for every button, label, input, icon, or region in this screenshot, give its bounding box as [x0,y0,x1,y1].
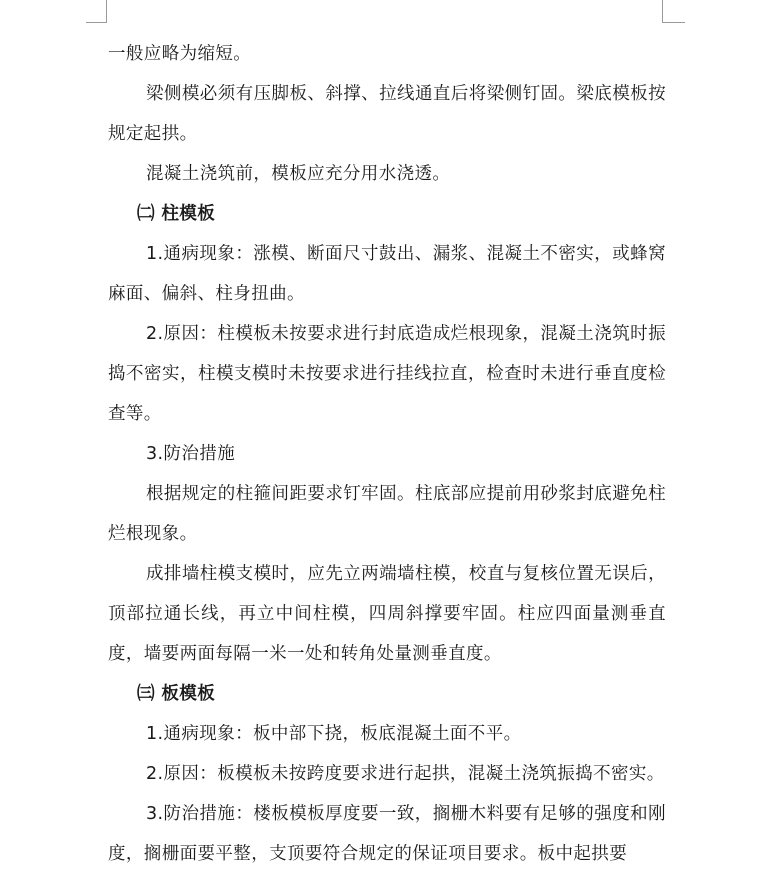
paragraph: 根据规定的柱箍间距要求钉牢固。柱底部应提前用砂浆封底避免柱烂根现象。 [108,484,666,544]
section-heading-column-formwork: ㈡ 柱模板 [137,204,216,224]
paragraph: 混凝土浇筑前，模板应充分用水浇透。 [146,164,451,184]
document-body[interactable] [108,34,666,874]
paragraph: 3.防治措施：楼板模板厚度要一致，搁栅木料要有足够的强度和刚度，搁栅面要平整，支顶要符合规定的保证项目要求。板中起拱要 [108,804,666,864]
paragraph: 3.防治措施 [146,444,236,464]
paragraph: 成排墙柱模支模时，应先立两端墙柱模，校直与复核位置无误后，顶部拉通长线，再立中间柱模，四周斜撑要牢固。柱应四面量测垂直度，墙要两面每隔一米一处和转角处量测垂直度。 [108,564,666,664]
paragraph: 2.原因：板模板未按跨度要求进行起拱，混凝土浇筑振捣不密实。 [146,764,665,784]
section-heading-slab-formwork: ㈢ 板模板 [137,684,216,704]
paragraph: 1.通病现象：涨模、断面尺寸鼓出、漏浆、混凝土不密实，或蜂窝麻面、偏斜、柱身扭曲。 [108,244,666,304]
paragraph: 一般应略为缩短。 [108,44,252,64]
paragraph: 梁侧模必须有压脚板、斜撑、拉线通直后将梁侧钉固。梁底模板按规定起拱。 [108,84,666,144]
crop-mark-top-left [86,0,107,23]
crop-mark-top-right [662,0,685,23]
paragraph: 1.通病现象：板中部下挠，板底混凝土面不平。 [146,724,522,744]
paragraph: 2.原因：柱模板未按要求进行封底造成烂根现象，混凝土浇筑时振捣不密实，柱模支模时未按要求进行挂线拉直，检查时未进行垂直度检查等。 [108,324,666,424]
